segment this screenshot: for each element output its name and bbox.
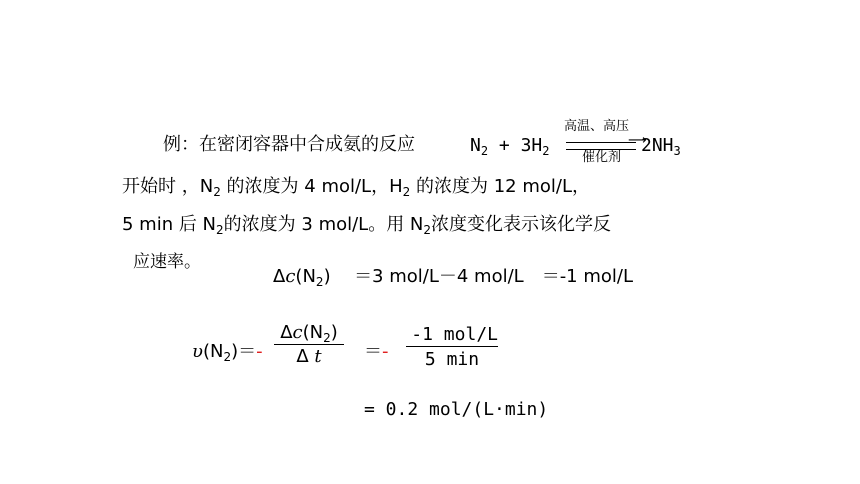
- fraction-1-num-subscript: 2: [323, 331, 331, 345]
- rate-equals-1: ＝: [238, 341, 257, 362]
- equation-reactants: [470, 135, 550, 158]
- rate-arg-subscript: 2: [223, 350, 232, 364]
- reactant-n-subscript: 2: [480, 144, 489, 158]
- problem-line1-prefix: 例：在密闭容器中合成氨的反应: [163, 134, 415, 155]
- rate-fraction-1: [274, 322, 344, 369]
- fraction-1-den-var: t: [314, 346, 322, 367]
- delta-c-variable: c: [285, 266, 296, 287]
- problem-line4: 应速率。: [133, 252, 201, 272]
- product-nh: 2NH: [641, 135, 674, 156]
- fraction-1-num-delta: Δ: [280, 322, 293, 343]
- rate-negative-sign-2: -: [382, 341, 389, 362]
- reaction-arrow-head-icon: ⟶: [628, 133, 647, 148]
- line2-part-b: 的浓度为 4 mol/L，H: [220, 176, 403, 197]
- fraction-1-denominator: [274, 345, 344, 369]
- line2-sub-a: 2: [213, 185, 221, 199]
- problem-line3: [122, 214, 612, 237]
- fraction-2-numerator: -1 mol/L: [411, 324, 498, 345]
- line2-part-c: 的浓度为 12 mol/L，: [410, 176, 590, 197]
- rate-equals-2-group: [364, 343, 389, 361]
- reaction-arrow-top: [566, 142, 636, 143]
- delta-symbol: Δ: [273, 266, 286, 287]
- delta-c-equation: [273, 266, 634, 289]
- rate-lhs: [192, 341, 263, 364]
- line3-sub-a: 2: [216, 223, 224, 237]
- fraction-1-den-delta: Δ: [296, 346, 309, 367]
- line3-part-c: 浓度变化表示该化学反: [431, 214, 612, 235]
- equation-product: [641, 135, 681, 158]
- reactant-h-subscript: 2: [542, 144, 550, 158]
- reaction-condition-top: 高温、高压: [564, 119, 630, 134]
- delta-c-close: ): [323, 266, 331, 287]
- problem-line2: [122, 176, 590, 199]
- fraction-1-num-arg: (N: [302, 322, 324, 343]
- rate-equals-2: ＝: [364, 341, 382, 362]
- line2-part-a: 开始时 ，N: [122, 176, 214, 197]
- line2-sub-b: 2: [402, 185, 411, 199]
- rate-arg: (N: [202, 341, 224, 362]
- rate-symbol: υ: [192, 341, 203, 362]
- reactant-h: + 3H: [498, 135, 543, 156]
- fraction-2-denominator: 5 min: [424, 349, 480, 370]
- fraction-1-num-var: c: [292, 322, 303, 343]
- reaction-condition-bottom: 催化剂: [582, 150, 622, 165]
- delta-c-rhs: ＝3 mol/L－4 mol/L ＝-1 mol/L: [354, 266, 634, 287]
- line3-part-a: 5 min 后 N: [122, 214, 217, 235]
- rate-fraction-2: [406, 324, 498, 373]
- line3-part-b: 的浓度为 3 mol/L。用 N: [223, 214, 424, 235]
- reactant-n: N: [470, 135, 481, 156]
- rate-close: ): [231, 341, 239, 362]
- delta-c-arg: (N: [295, 266, 316, 287]
- rate-negative-sign-1: -: [256, 341, 263, 362]
- delta-c-arg-subscript: 2: [315, 275, 324, 289]
- line3-sub-b: 2: [423, 223, 432, 237]
- rate-result: = 0.2 mol/(L·min): [364, 399, 549, 420]
- fraction-1-num-close: ): [330, 322, 338, 343]
- product-subscript: 3: [673, 144, 681, 158]
- fraction-1-numerator: [274, 322, 344, 344]
